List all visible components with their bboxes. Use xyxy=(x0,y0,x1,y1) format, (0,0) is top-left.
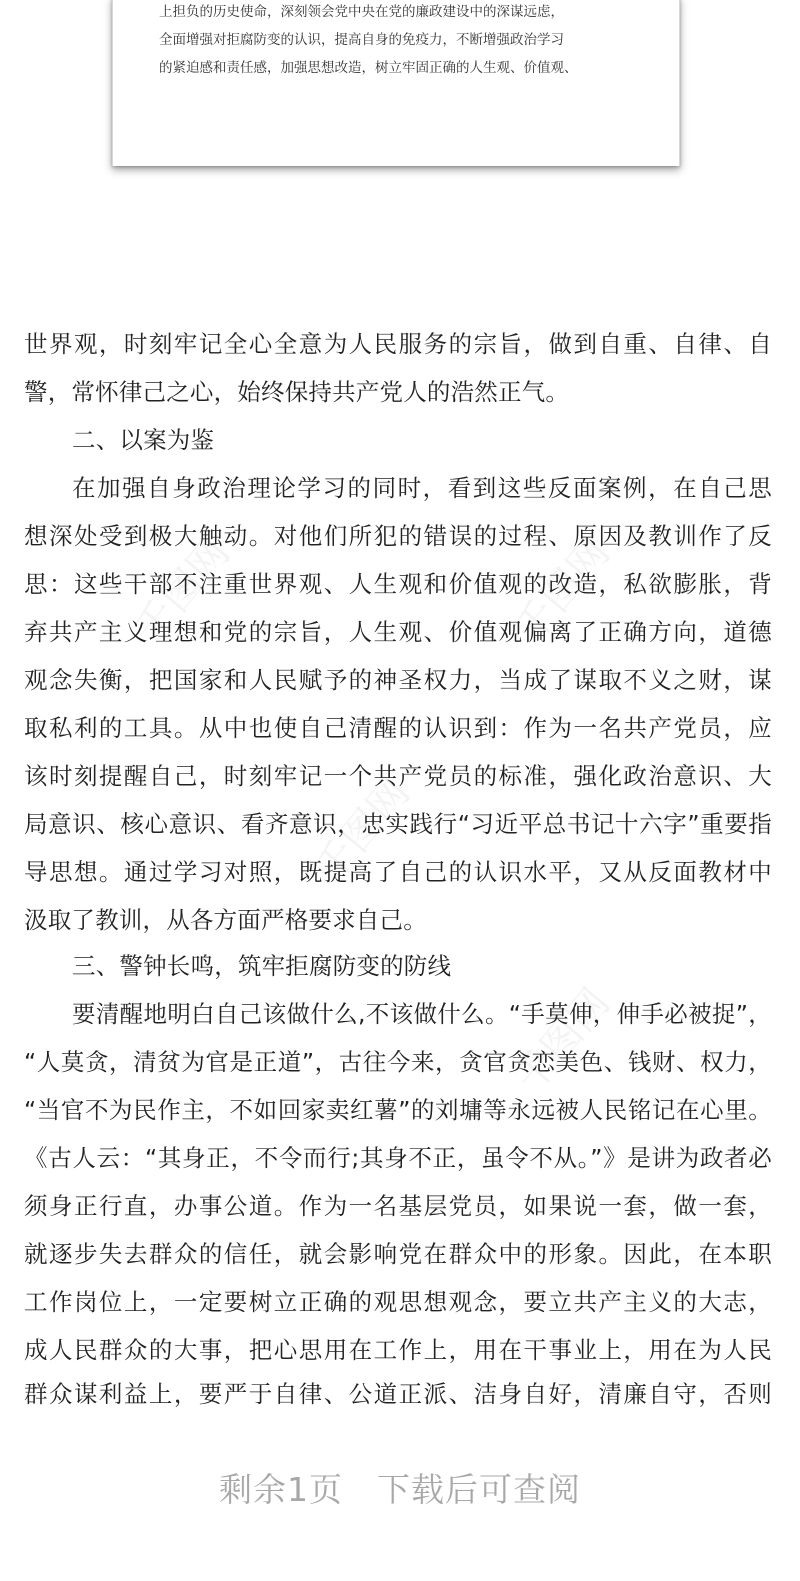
text-line: 群众谋利益上，要严于自律、公道正派、洁身自好，清廉自守，否则 xyxy=(24,1380,772,1408)
watermark: 千图网 xyxy=(306,770,419,892)
watermark: 千图网 xyxy=(506,530,619,652)
text-line: 工作岗位上，一定要树立正确的观思想观念，要立共产主义的大志， xyxy=(24,1288,772,1316)
text-line: 警，常怀律己之心，始终保持共产党人的浩然正气。 xyxy=(24,378,570,406)
watermark: 千图网 xyxy=(126,530,239,652)
preview-text-line: 全面增强对拒腐防变的认识，提高自身的免疫力，不断增强政治学习 xyxy=(159,32,564,48)
text-line: 须身正行直，办事公道。作为一名基层党员，如果说一套，做一套， xyxy=(24,1192,772,1220)
remaining-pages-label: 剩余1页 xyxy=(219,1470,343,1509)
text-line: 取私利的工具。从中也使自己清醒的认识到：作为一名共产党员，应 xyxy=(24,714,772,742)
text-line: 弃共产主义理想和党的宗旨，人生观、价值观偏离了正确方向，道德 xyxy=(24,618,772,646)
section-heading: 三、警钟长鸣，筑牢拒腐防变的防线 xyxy=(72,952,452,980)
text-line: 要清醒地明白自己该做什么,不该做什么。“手莫伸，伸手必被捉”， xyxy=(72,1000,772,1028)
preview-text-line: 上担负的历史使命，深刻领会党中央在党的廉政建设中的深谋远虑， xyxy=(159,4,564,20)
text-line: “当官不为民作主，不如回家卖红薯”的刘墉等永远被人民铭记在心里。 xyxy=(24,1096,772,1124)
text-line: 局意识、核心意识、看齐意识，忠实践行“习近平总书记十六字”重要指 xyxy=(24,810,772,838)
text-line: 世界观，时刻牢记全心全意为人民服务的宗旨，做到自重、自律、自 xyxy=(24,330,772,358)
text-line: “人莫贪，清贫为官是正道”，古往今来，贪官贪恋美色、钱财、权力， xyxy=(24,1048,772,1076)
text-line: 《古人云：“其身正，不令而行;其身不正，虽令不从。”》是讲为政者必 xyxy=(24,1144,772,1172)
watermark: 千图网 xyxy=(506,980,619,1102)
text-line: 就逐步失去群众的信任，就会影响党在群众中的形象。因此，在本职 xyxy=(24,1240,772,1268)
preview-text-line: 的紧迫感和责任感，加强思想改造，树立牢固正确的人生观、价值观、 xyxy=(159,60,578,76)
text-line: 导思想。通过学习对照，既提高了自己的认识水平，又从反面教材中 xyxy=(24,858,772,886)
download-to-view-label: 下载后可查阅 xyxy=(377,1470,581,1509)
page-preview-card xyxy=(112,0,680,166)
download-notice[interactable] xyxy=(0,1466,800,1514)
text-line: 汲取了教训，从各方面严格要求自己。 xyxy=(24,906,427,934)
text-line: 在加强自身政治理论学习的同时，看到这些反面案例，在自己思 xyxy=(72,474,772,502)
text-line: 观念失衡，把国家和人民赋予的神圣权力，当成了谋取不义之财，谋 xyxy=(24,666,772,694)
text-line: 思：这些干部不注重世界观、人生观和价值观的改造，私欲膨胀，背 xyxy=(24,570,772,598)
text-line: 成人民群众的大事，把心思用在工作上，用在干事业上，用在为人民 xyxy=(24,1336,772,1364)
text-line: 该时刻提醒自己，时刻牢记一个共产党员的标准，强化政治意识、大 xyxy=(24,762,772,790)
text-line: 想深处受到极大触动。对他们所犯的错误的过程、原因及教训作了反 xyxy=(24,522,772,550)
section-heading: 二、以案为鉴 xyxy=(72,426,215,454)
